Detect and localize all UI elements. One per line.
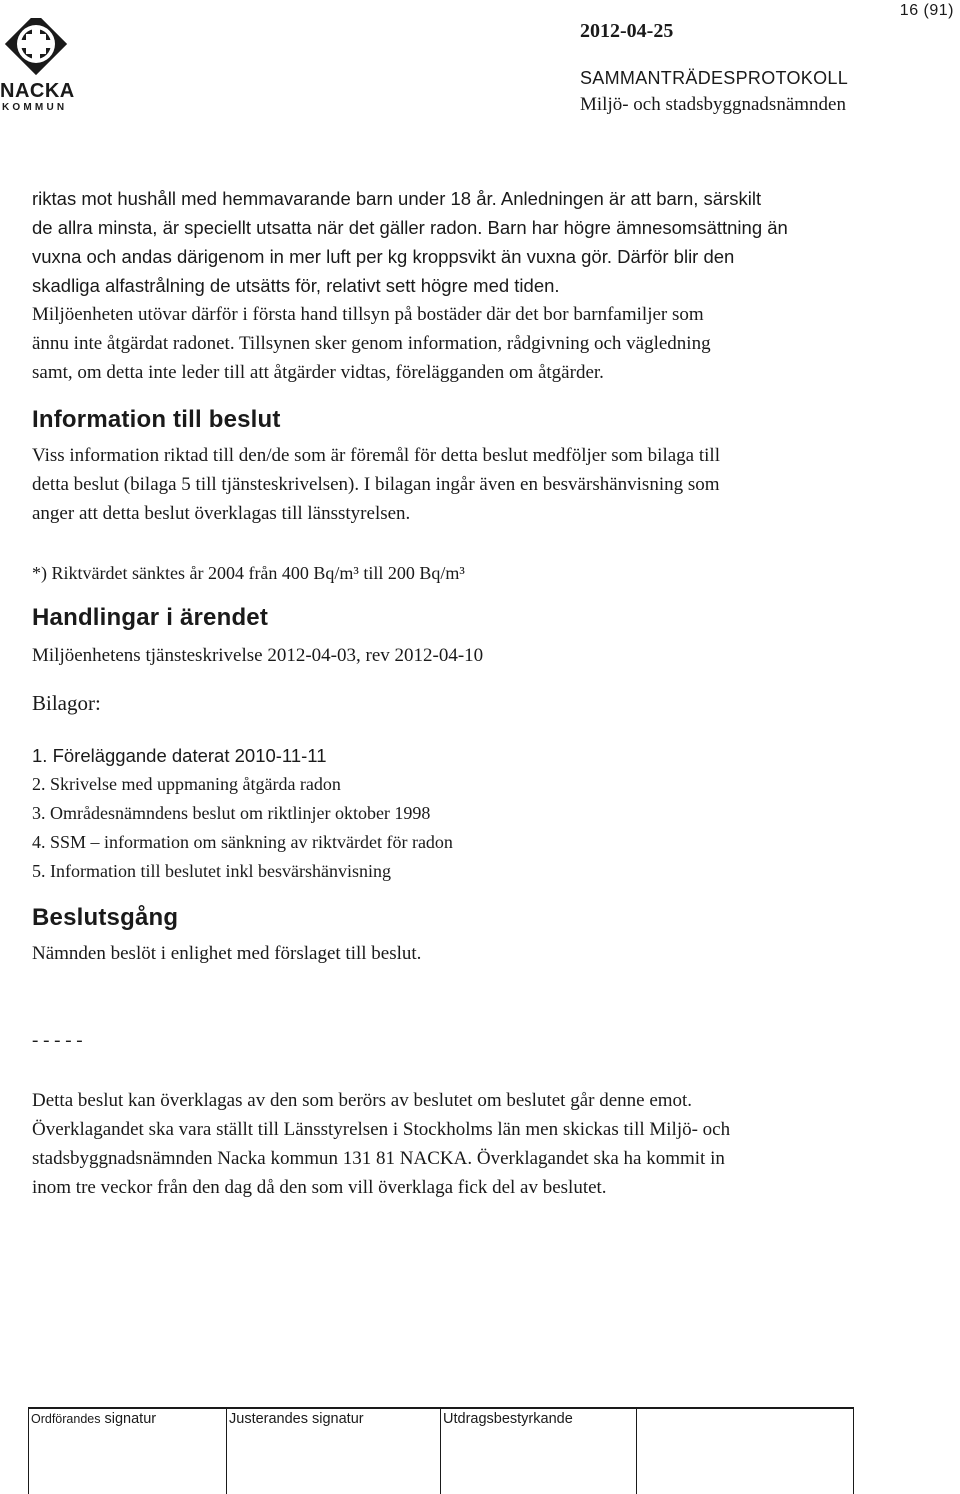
text-line: ännu inte åtgärdat radonet. Tillsynen sker genom information, rådgivning och vägledning xyxy=(32,333,711,354)
signature-label: Utdragsbestyrkande xyxy=(443,1411,573,1427)
signature-label: Justerandes signatur xyxy=(229,1411,364,1427)
signature-label-small: Ordförandes xyxy=(31,1412,101,1426)
text-line: inom tre veckor från den dag då den som vill överklaga fick del av beslutet. xyxy=(32,1177,607,1198)
text-line: samt, om detta inte leder till att åtgärder vidtas, förelägganden om åtgärder. xyxy=(32,362,604,383)
logo-text: NACKA xyxy=(0,80,75,102)
list-item: 3. Områdesnämndens beslut om riktlinjer oktober 1998 xyxy=(32,803,431,823)
text-line: anger att detta beslut överklagas till länsstyrelsen. xyxy=(32,503,411,524)
text-line: detta beslut (bilaga 5 till tjänsteskrivelsen). I bilagan ingår även en besvärshänvisning som xyxy=(32,474,720,495)
text-line: riktas mot hushåll med hemmavarande barn under 18 år. Anledningen är att barn, särskilt xyxy=(32,188,762,209)
text-line: skadliga alfastrålning de utsätts för, relativt sett högre med tiden. xyxy=(32,275,560,296)
handlingar-heading: Handlingar i ärendet xyxy=(32,604,269,631)
logo-subtext: KOMMUN xyxy=(2,102,68,113)
text-line: Överklagandet ska vara ställt till Länsstyrelsen i Stockholms län men skickas till Miljö- och xyxy=(32,1119,731,1140)
text-line: de allra minsta, är speciellt utsatta när det gäller radon. Barn har högre ämnesomsättning än xyxy=(32,217,788,238)
signature-cell-adjuster xyxy=(227,1409,441,1494)
list-item: 5. Information till beslutet inkl besvärshänvisning xyxy=(32,861,391,881)
signature-cell-empty xyxy=(637,1409,853,1494)
list-item: 1. Föreläggande daterat 2010-11-11 xyxy=(32,745,327,766)
information-paragraph xyxy=(32,441,720,528)
appeal-paragraph xyxy=(32,1086,730,1202)
text-line: stadsbyggnadsnämnden Nacka kommun 131 81 NACKA. Överklagandet ska ha kommit in xyxy=(32,1148,725,1169)
committee-name: Miljö- och stadsbyggnadsnämnden xyxy=(580,94,846,115)
intro-paragraph xyxy=(32,184,788,387)
signature-cell-chairman xyxy=(29,1409,227,1494)
list-item: 4. SSM – information om sänkning av riktvärdet för radon xyxy=(32,832,453,852)
document-type: SAMMANTRÄDESPROTOKOLL xyxy=(580,68,849,88)
information-heading: Information till beslut xyxy=(32,406,281,433)
separator: - - - - - xyxy=(32,1030,83,1051)
text-line: Viss information riktad till den/de som är föremål för detta beslut medföljer som bilaga till xyxy=(32,445,720,466)
bilagor-label: Bilagor: xyxy=(32,691,101,715)
beslutsgang-heading: Beslutsgång xyxy=(32,904,179,931)
signature-cell-certification xyxy=(441,1409,637,1494)
signature-table xyxy=(28,1407,854,1494)
text-line: vuxna och andas därigenom in mer luft per kg kroppsvikt än vuxna gör. Därför blir den xyxy=(32,246,735,267)
text-line: Miljöenheten utövar därför i första hand tillsyn på bostäder där det bor barnfamiljer som xyxy=(32,304,704,325)
text-line: Detta beslut kan överklagas av den som berörs av beslutet om beslutet går denne emot. xyxy=(32,1090,693,1111)
signature-label: signatur xyxy=(100,1411,157,1427)
handlingar-text: Miljöenhetens tjänsteskrivelse 2012-04-03, rev 2012-04-10 xyxy=(32,645,484,666)
page-number: 16 (91) xyxy=(899,2,954,19)
beslutsgang-text: Nämnden beslöt i enlighet med förslaget till beslut. xyxy=(32,943,422,964)
bilagor-list xyxy=(32,741,453,886)
protocol-date: 2012-04-25 xyxy=(580,20,674,42)
list-item: 2. Skrivelse med uppmaning åtgärda radon xyxy=(32,774,341,794)
footnote: *) Riktvärdet sänktes år 2004 från 400 Bq/m³ till 200 Bq/m³ xyxy=(32,563,465,583)
nacka-logo xyxy=(0,18,75,118)
